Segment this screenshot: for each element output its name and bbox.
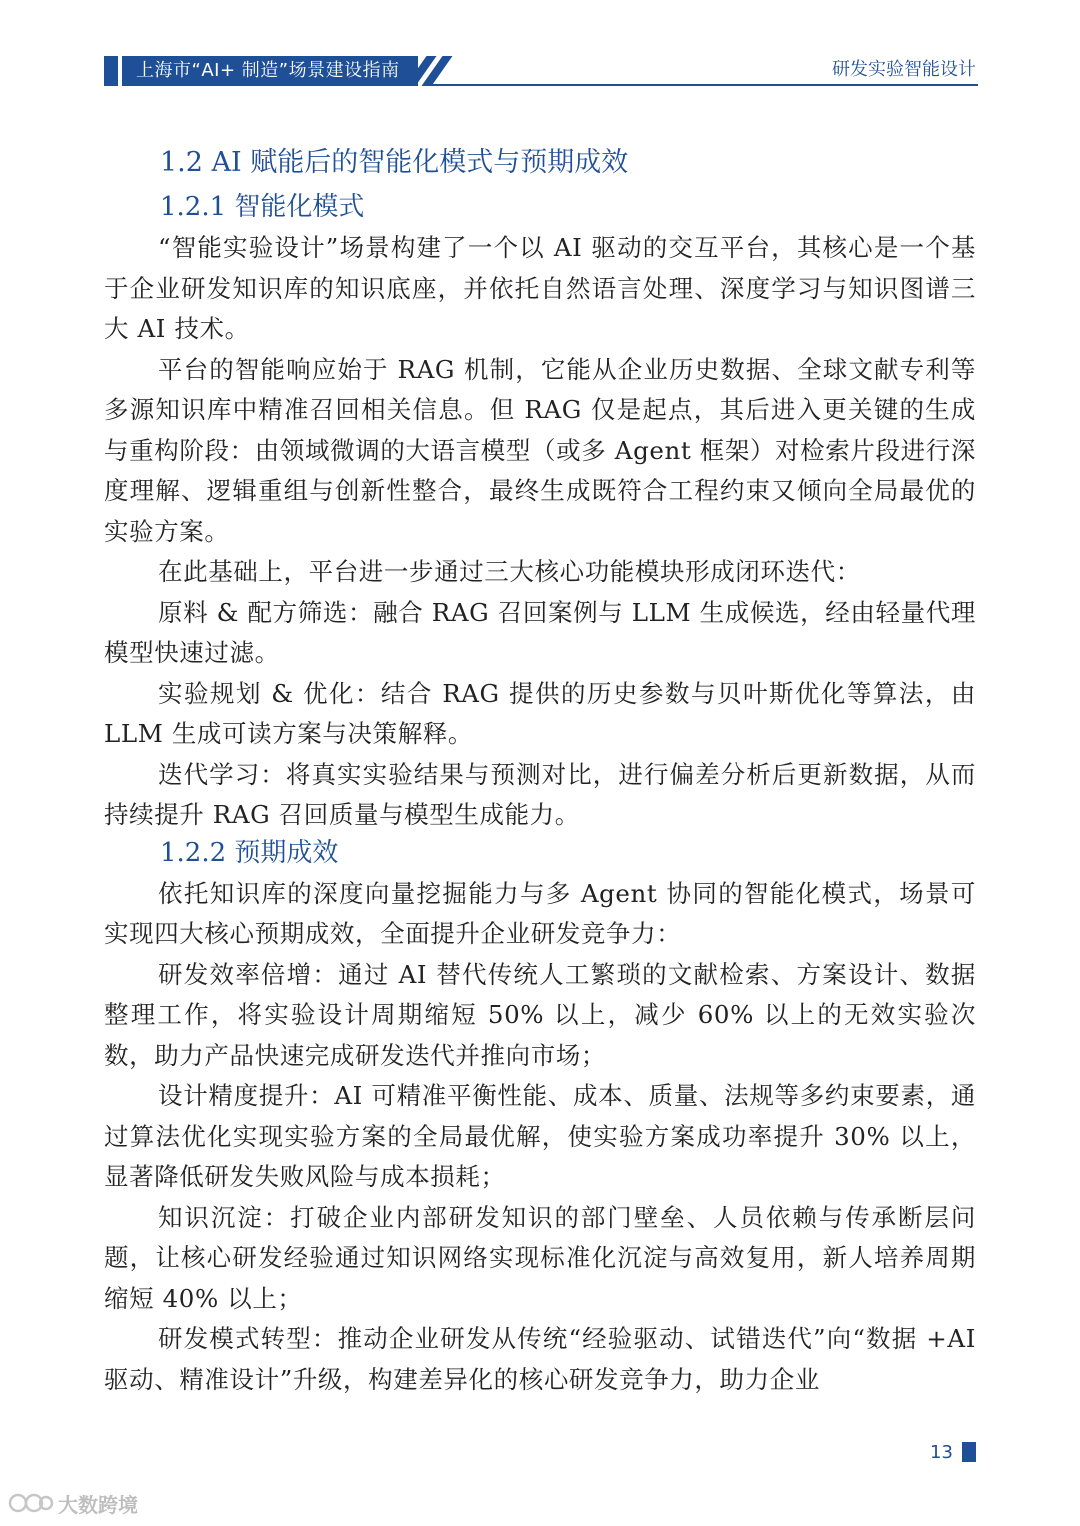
paragraph: 研发模式转型：推动企业研发从传统“经验驱动、试错迭代”向“数据 +AI 驱动、精准设计”升级，构建差异化的核心研发竞争力，助力企业 xyxy=(104,1324,976,1394)
paragraph: 研发效率倍增：通过 AI 替代传统人工繁琐的文献检索、方案设计、数据整理工作，将实验设计周期缩短 50% 以上，减少 60% 以上的无效实验次数，助力产品快速完成研发迭代并推向市场； xyxy=(104,959,976,1070)
subsection-heading: 1.2.1 智能化模式 xyxy=(160,192,365,222)
paragraph: 依托知识库的深度向量挖掘能力与多 Agent 协同的智能化模式，场景可实现四大核心预期成效，全面提升企业研发竞争力： xyxy=(104,878,976,948)
paragraph: 迭代学习：将真实实验结果与预测对比，进行偏差分析后更新数据，从而持续提升 RAG 召回质量与模型生成能力。 xyxy=(104,759,976,829)
page-header xyxy=(0,0,1080,90)
header-rule xyxy=(430,84,978,86)
subsection-heading: 1.2.2 预期成效 xyxy=(160,837,339,868)
paragraph: 知识沉淀：打破企业内部研发知识的部门壁垒、人员依赖与传承断层问题，让核心研发经验通过知识网络实现标准化沉淀与高效复用，新人培养周期缩短 40% 以上； xyxy=(104,1202,976,1313)
page-number: 13 xyxy=(930,1442,953,1463)
page-body xyxy=(104,140,976,1400)
paragraph: 平台的智能响应始于 RAG 机制，它能从企业历史数据、全球文献专利等多源知识库中精准召回相关信息。但 RAG 仅是起点，其后进入更关键的生成与重构阶段：由领域微调的大语言模型（或多 Agent 框架）对检索片段进行深度理解、逻辑重组与创新性整合，最终生成既符合工程约束又倾向全局最优的实验方案。 xyxy=(104,354,976,546)
watermark xyxy=(8,1488,138,1518)
paragraph: 实验规划 & 优化：结合 RAG 提供的历史参数与贝叶斯优化等算法，由 LLM 生成可读方案与决策解释。 xyxy=(104,678,976,748)
paragraph: 原料 & 配方筛选：融合 RAG 召回案例与 LLM 生成候选，经由轻量代理模型快速过滤。 xyxy=(104,597,976,667)
paragraph: 设计精度提升：AI 可精准平衡性能、成本、质量、法规等多约束要素，通过算法优化实现实验方案的全局最优解，使实验方案成功率提升 30% 以上，显著降低研发失败风险与成本损耗； xyxy=(104,1081,976,1191)
section-heading: 1.2 AI 赋能后的智能化模式与预期成效 xyxy=(160,147,629,178)
header-section-name: 研发实验智能设计 xyxy=(832,59,976,80)
paragraph: “智能实验设计”场景构建了一个以 AI 驱动的交互平台，其核心是一个基于企业研发知识库的知识底座，并依托自然语言处理、深度学习与知识图谱三大 AI 技术。 xyxy=(104,233,976,343)
header-accent-block xyxy=(104,56,118,86)
paragraph: 在此基础上，平台进一步通过三大核心功能模块形成闭环迭代： xyxy=(158,557,861,586)
header-title: 上海市“AI+ 制造”场景建设指南 xyxy=(136,60,400,81)
watermark-text: 大数跨境 xyxy=(58,1492,138,1517)
page-number-marker xyxy=(962,1442,976,1462)
watermark-logo-icon xyxy=(8,1490,54,1516)
